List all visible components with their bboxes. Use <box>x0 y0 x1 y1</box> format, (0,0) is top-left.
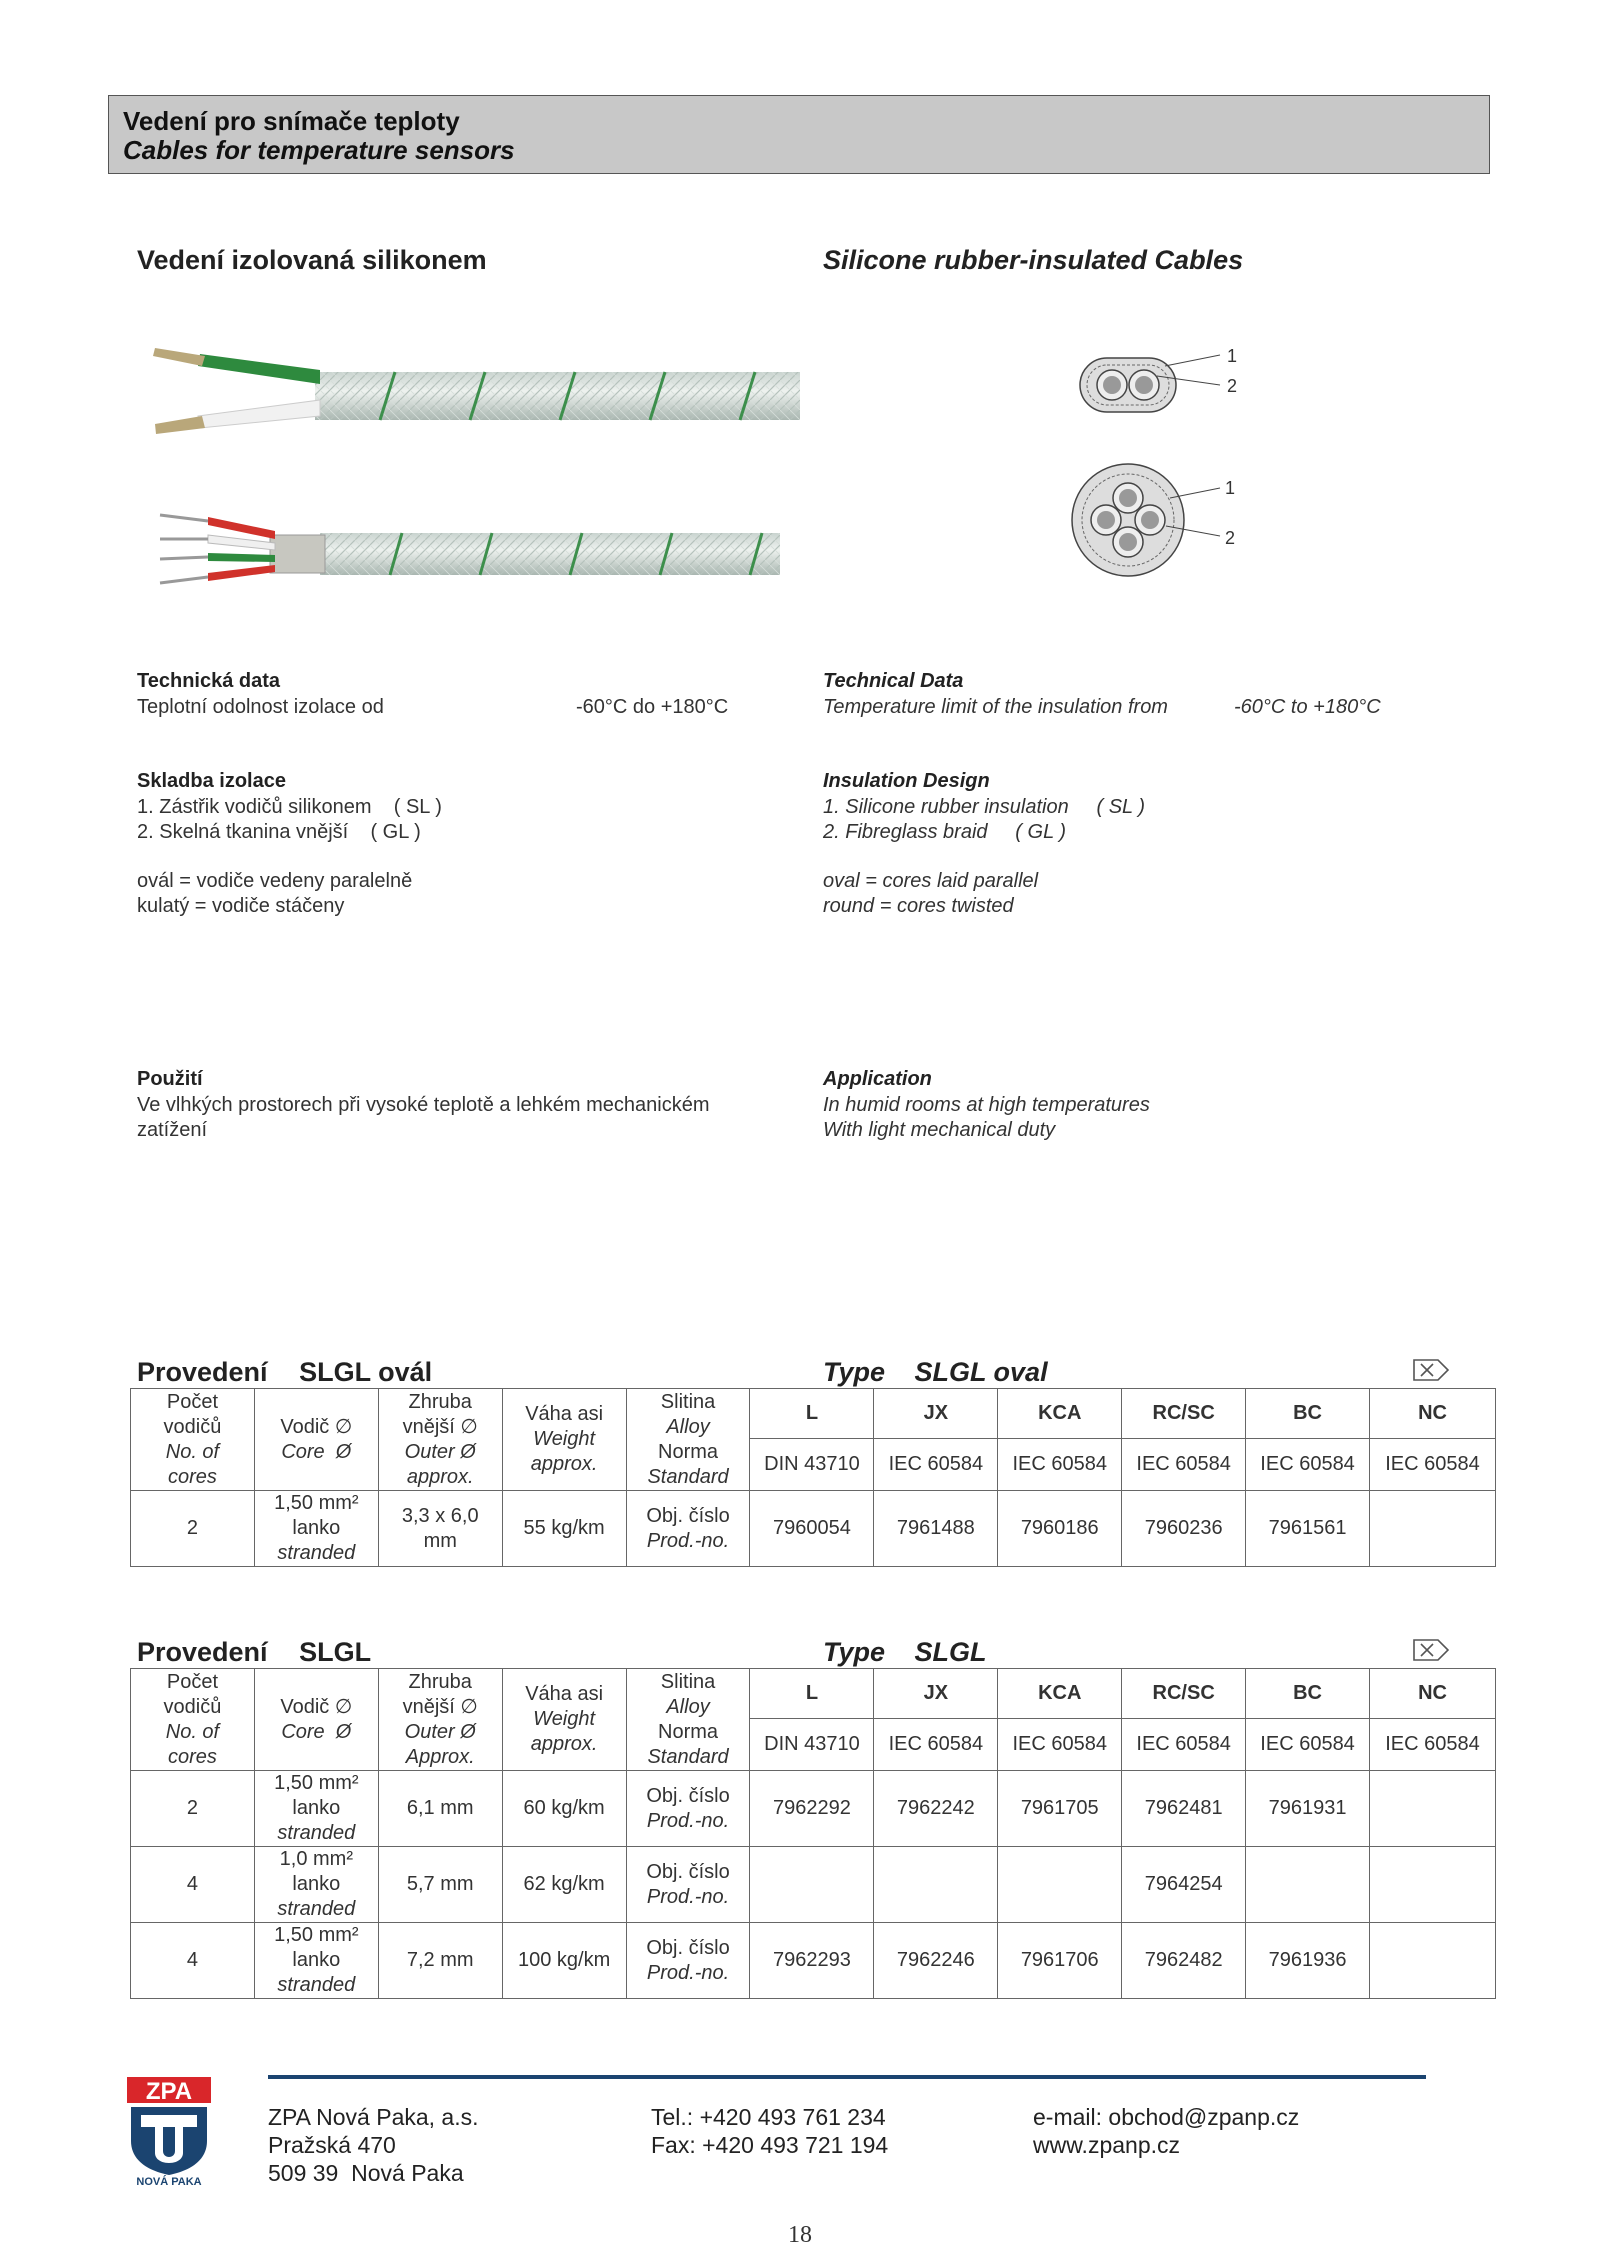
cell-text: stranded <box>277 1822 356 1844</box>
cell-prodno <box>750 1847 874 1923</box>
h-text: Zhruba <box>408 1390 472 1413</box>
footer-web <box>1033 2103 1299 2159</box>
cell-text: lanko <box>292 1949 341 1971</box>
round-label-2: 2 <box>1225 528 1236 548</box>
table-row <box>131 1923 1496 1999</box>
h-text: Slitina <box>660 1390 716 1413</box>
table2-h-alloy <box>626 1669 750 1771</box>
table1-title-cz-b: SLGL ovál <box>299 1357 433 1387</box>
insulation-note-en-1: oval = cores laid parallel <box>823 870 1039 892</box>
h-text: vnější ∅ <box>402 1415 478 1438</box>
table1-std: IEC 60584 <box>998 1439 1122 1491</box>
cable-photo-round <box>150 505 780 595</box>
website-link[interactable]: www.zpanp.cz <box>1033 2132 1181 2158</box>
company-name: ZPA Nová Paka, a.s. <box>268 2104 479 2130</box>
table2-title-cz-b: SLGL <box>299 1637 372 1667</box>
cell-weight: 60 kg/km <box>502 1771 626 1847</box>
h-text: No. of <box>165 1440 220 1463</box>
cell-text: lanko <box>292 1517 341 1539</box>
h-text: Weight <box>533 1708 596 1730</box>
insulation-note-cz-1: ovál = vodiče vedeny paralelně <box>137 870 413 892</box>
insulation-label-en: Insulation Design <box>823 770 990 792</box>
cell-prodno <box>1370 1491 1496 1567</box>
phone-number: Tel.: +420 493 761 234 <box>651 2104 886 2130</box>
table1-alloy-NC: NC <box>1370 1389 1496 1439</box>
cell-outer: 5,7 mm <box>378 1847 502 1923</box>
header-title-en: Cables for temperature sensors <box>123 135 515 165</box>
footer-phone <box>651 2103 888 2159</box>
cell-text: lanko <box>292 1873 341 1895</box>
cell-weight: 62 kg/km <box>502 1847 626 1923</box>
cell-cores: 2 <box>131 1771 255 1847</box>
h-text: Standard <box>647 1745 729 1768</box>
company-street: Pražská 470 <box>268 2132 396 2158</box>
cell-prodno <box>1246 1847 1370 1923</box>
cell-cores: 4 <box>131 1847 255 1923</box>
h-text: Slitina <box>660 1670 716 1693</box>
header-title-cz: Vedení pro snímače teploty <box>123 106 460 136</box>
application-label-en: Application <box>823 1068 932 1090</box>
table1-h-weight <box>502 1389 626 1491</box>
insulation-note-en-2: round = cores twisted <box>823 895 1014 917</box>
cell-text: 1,0 mm² <box>279 1848 353 1870</box>
tech-value-cz: -60°C do +180°C <box>576 696 729 718</box>
insulation-note-cz-2: kulatý = vodiče stáčeny <box>137 895 345 917</box>
table2 <box>130 1668 1496 1999</box>
tech-value-en: -60°C to +180°C <box>1234 696 1381 718</box>
table2-title-en-a: Type <box>823 1637 886 1667</box>
table1-title-en <box>823 1357 1048 1388</box>
application-label-cz: Použití <box>137 1068 203 1090</box>
cell-core <box>254 1923 378 1999</box>
h-text: Standard <box>647 1465 729 1488</box>
application-line-en-2: With light mechanical duty <box>823 1119 1056 1141</box>
cell-prodno: 7961706 <box>998 1923 1122 1999</box>
cell-text: Prod.-no. <box>646 1961 730 1984</box>
h-text: Váha asi <box>525 1403 604 1425</box>
cell-prodno: 7962481 <box>1122 1771 1246 1847</box>
cell-text: 1,50 mm² <box>274 1772 359 1794</box>
cell-text: mm <box>423 1529 457 1552</box>
cross-section-oval-diagram <box>1075 340 1255 420</box>
section-title-en: Silicone rubber-insulated Cables <box>823 245 1244 275</box>
h-text: vodičů <box>163 1695 222 1718</box>
insulation-line-cz-1: 1. Zástřik vodičů silikonem ( SL ) <box>137 796 442 818</box>
table2-alloy-RCSC: RC/SC <box>1122 1669 1246 1719</box>
cell-prodno: 7961488 <box>874 1491 998 1567</box>
table2-alloy-L: L <box>750 1669 874 1719</box>
h-text: approx. <box>530 1733 598 1755</box>
table2-title-cz <box>137 1637 371 1668</box>
fax-number: Fax: +420 493 721 194 <box>651 2132 889 2158</box>
table2-alloy-NC: NC <box>1370 1669 1496 1719</box>
h-text: Alloy <box>666 1415 710 1438</box>
h-text: Norma <box>658 1440 719 1463</box>
table1-alloy-RCSC: RC/SC <box>1122 1389 1246 1439</box>
cell-cores: 2 <box>131 1491 255 1567</box>
cell-text: 1,50 mm² <box>274 1924 359 1946</box>
tech-text-en: Temperature limit of the insulation from <box>823 696 1168 718</box>
h-text: approx. <box>406 1465 474 1488</box>
h-text: vnější ∅ <box>402 1695 478 1718</box>
table1-alloy-L: L <box>750 1389 874 1439</box>
cell-obj <box>626 1847 750 1923</box>
cell-obj <box>626 1771 750 1847</box>
cell-prodno: 7961561 <box>1246 1491 1370 1567</box>
table1-title-en-b: SLGL oval <box>914 1357 1048 1387</box>
table2-h-core <box>254 1669 378 1771</box>
cell-prodno: 7961931 <box>1246 1771 1370 1847</box>
table-row <box>131 1847 1496 1923</box>
application-line-en-1: In humid rooms at high temperatures <box>823 1094 1150 1116</box>
table1-std: DIN 43710 <box>750 1439 874 1491</box>
h-text: Weight <box>533 1428 596 1450</box>
table1-title-cz-a: Provedení <box>137 1357 268 1387</box>
logo-text: ZPA <box>145 2078 193 2105</box>
table1 <box>130 1388 1496 1567</box>
cell-core <box>254 1771 378 1847</box>
cell-text: stranded <box>277 1898 356 1920</box>
table2-header-row-1 <box>131 1669 1496 1719</box>
table1-h-outer <box>378 1389 502 1491</box>
h-text: cores <box>167 1745 217 1768</box>
round-label-1: 1 <box>1225 478 1236 498</box>
h-text: No. of <box>165 1720 220 1743</box>
tech-text-cz: Teplotní odolnost izolace od <box>137 696 384 718</box>
email-link[interactable]: e-mail: obchod@zpanp.cz <box>1033 2104 1300 2130</box>
h-text: vodičů <box>163 1415 222 1438</box>
table1-alloy-BC: BC <box>1246 1389 1370 1439</box>
cell-prodno <box>1370 1847 1496 1923</box>
table1-std: IEC 60584 <box>1246 1439 1370 1491</box>
h-text: Počet <box>166 1390 219 1413</box>
cell-prodno: 7964254 <box>1122 1847 1246 1923</box>
cell-weight: 100 kg/km <box>502 1923 626 1999</box>
table2-h-cores <box>131 1669 255 1771</box>
table2-title-en <box>823 1637 987 1668</box>
table2-h-weight <box>502 1669 626 1771</box>
company-city: 509 39 Nová Paka <box>268 2160 464 2186</box>
table2-std: IEC 60584 <box>1246 1719 1370 1771</box>
cell-prodno <box>1370 1771 1496 1847</box>
h-text: Alloy <box>666 1695 710 1718</box>
cell-prodno: 7962246 <box>874 1923 998 1999</box>
insulation-line-cz-2: 2. Skelná tkanina vnější ( GL ) <box>137 821 421 843</box>
table1-title-cz <box>137 1357 432 1388</box>
footer-company <box>268 2103 479 2187</box>
cell-text: stranded <box>277 1974 356 1996</box>
cell-outer <box>378 1491 502 1567</box>
table2-h-outer <box>378 1669 502 1771</box>
table2-std: IEC 60584 <box>1122 1719 1246 1771</box>
send-inquiry-icon[interactable] <box>1412 1358 1450 1382</box>
table1-h-cores <box>131 1389 255 1491</box>
cell-prodno: 7960054 <box>750 1491 874 1567</box>
application-line-cz-1: Ve vlhkých prostorech při vysoké teplotě a lehkém mechanickém <box>137 1094 710 1116</box>
footer-rule <box>268 2075 1426 2079</box>
insulation-line-en-2: 2. Fibreglass braid ( GL ) <box>823 821 1067 843</box>
h-text: Core Ø <box>281 1720 352 1743</box>
cell-cores: 4 <box>131 1923 255 1999</box>
table2-std: IEC 60584 <box>874 1719 998 1771</box>
h-text: Zhruba <box>408 1670 472 1693</box>
application-line-cz-2: zatížení <box>137 1119 208 1141</box>
table2-title-en-b: SLGL <box>914 1637 987 1667</box>
cell-text: stranded <box>277 1542 356 1564</box>
cell-text: Prod.-no. <box>646 1809 730 1832</box>
cell-text: lanko <box>292 1797 341 1819</box>
table-row <box>131 1491 1496 1567</box>
cell-obj <box>626 1491 750 1567</box>
cell-prodno <box>998 1847 1122 1923</box>
table1-std: IEC 60584 <box>1370 1439 1496 1491</box>
h-text: Core Ø <box>281 1440 352 1463</box>
table1-std: IEC 60584 <box>1122 1439 1246 1491</box>
table1-header-row-1 <box>131 1389 1496 1439</box>
h-text: Outer Ø <box>404 1440 476 1463</box>
table1-h-alloy <box>626 1389 750 1491</box>
table2-title-cz-a: Provedení <box>137 1637 268 1667</box>
cell-core <box>254 1491 378 1567</box>
cell-text: Obj. číslo <box>646 1504 730 1527</box>
h-text: Vodič ∅ <box>280 1415 353 1438</box>
table1-alloy-JX: JX <box>874 1389 998 1439</box>
cell-text: Obj. číslo <box>646 1860 730 1883</box>
cell-weight: 55 kg/km <box>502 1491 626 1567</box>
cell-prodno <box>874 1847 998 1923</box>
cell-prodno: 7960236 <box>1122 1491 1246 1567</box>
cell-prodno: 7960186 <box>998 1491 1122 1567</box>
table1-std: IEC 60584 <box>874 1439 998 1491</box>
cell-text: Prod.-no. <box>646 1529 730 1552</box>
insulation-line-en-1: 1. Silicone rubber insulation ( SL ) <box>823 796 1146 818</box>
h-text: approx. <box>530 1453 598 1475</box>
cell-prodno: 7961936 <box>1246 1923 1370 1999</box>
h-text: Norma <box>658 1720 719 1743</box>
cell-outer: 7,2 mm <box>378 1923 502 1999</box>
table2-alloy-BC: BC <box>1246 1669 1370 1719</box>
h-text: Outer Ø <box>404 1720 476 1743</box>
cell-prodno: 7962482 <box>1122 1923 1246 1999</box>
cell-prodno: 7961705 <box>998 1771 1122 1847</box>
cell-prodno: 7962242 <box>874 1771 998 1847</box>
cell-prodno <box>1370 1923 1496 1999</box>
send-inquiry-icon[interactable] <box>1412 1638 1450 1662</box>
cell-text: Obj. číslo <box>646 1784 730 1807</box>
cell-core <box>254 1847 378 1923</box>
table1-h-core <box>254 1389 378 1491</box>
table2-std: IEC 60584 <box>998 1719 1122 1771</box>
h-text: Váha asi <box>525 1683 604 1705</box>
table2-std: IEC 60584 <box>1370 1719 1496 1771</box>
table1-alloy-KCA: KCA <box>998 1389 1122 1439</box>
oval-label-1: 1 <box>1227 346 1238 366</box>
table1-title-en-a: Type <box>823 1357 886 1387</box>
h-text: cores <box>167 1465 217 1488</box>
cell-text: Obj. číslo <box>646 1936 730 1959</box>
h-text: Počet <box>166 1670 219 1693</box>
logo-sub: NOVÁ PAKA <box>136 2176 202 2187</box>
page-header <box>108 95 1490 174</box>
cell-prodno: 7962292 <box>750 1771 874 1847</box>
page-number: 18 <box>788 2222 812 2248</box>
oval-label-2: 2 <box>1227 376 1238 396</box>
section-title-cz: Vedení izolovaná silikonem <box>137 245 487 275</box>
cell-text: 3,3 x 6,0 <box>401 1504 479 1527</box>
cell-text: Prod.-no. <box>646 1885 730 1908</box>
insulation-label-cz: Skladba izolace <box>137 770 286 792</box>
zpa-logo <box>125 2075 215 2187</box>
table-row <box>131 1771 1496 1847</box>
cable-photo-oval <box>150 340 800 450</box>
h-text: Vodič ∅ <box>280 1695 353 1718</box>
cell-outer: 6,1 mm <box>378 1771 502 1847</box>
table2-std: DIN 43710 <box>750 1719 874 1771</box>
table2-alloy-JX: JX <box>874 1669 998 1719</box>
h-text: Approx. <box>405 1745 475 1768</box>
cell-text: 1,50 mm² <box>274 1492 359 1514</box>
cell-prodno: 7962293 <box>750 1923 874 1999</box>
cell-obj <box>626 1923 750 1999</box>
tech-label-cz: Technická data <box>137 670 281 692</box>
tech-label-en: Technical Data <box>823 670 964 692</box>
table2-alloy-KCA: KCA <box>998 1669 1122 1719</box>
cross-section-round-diagram <box>1070 460 1255 580</box>
